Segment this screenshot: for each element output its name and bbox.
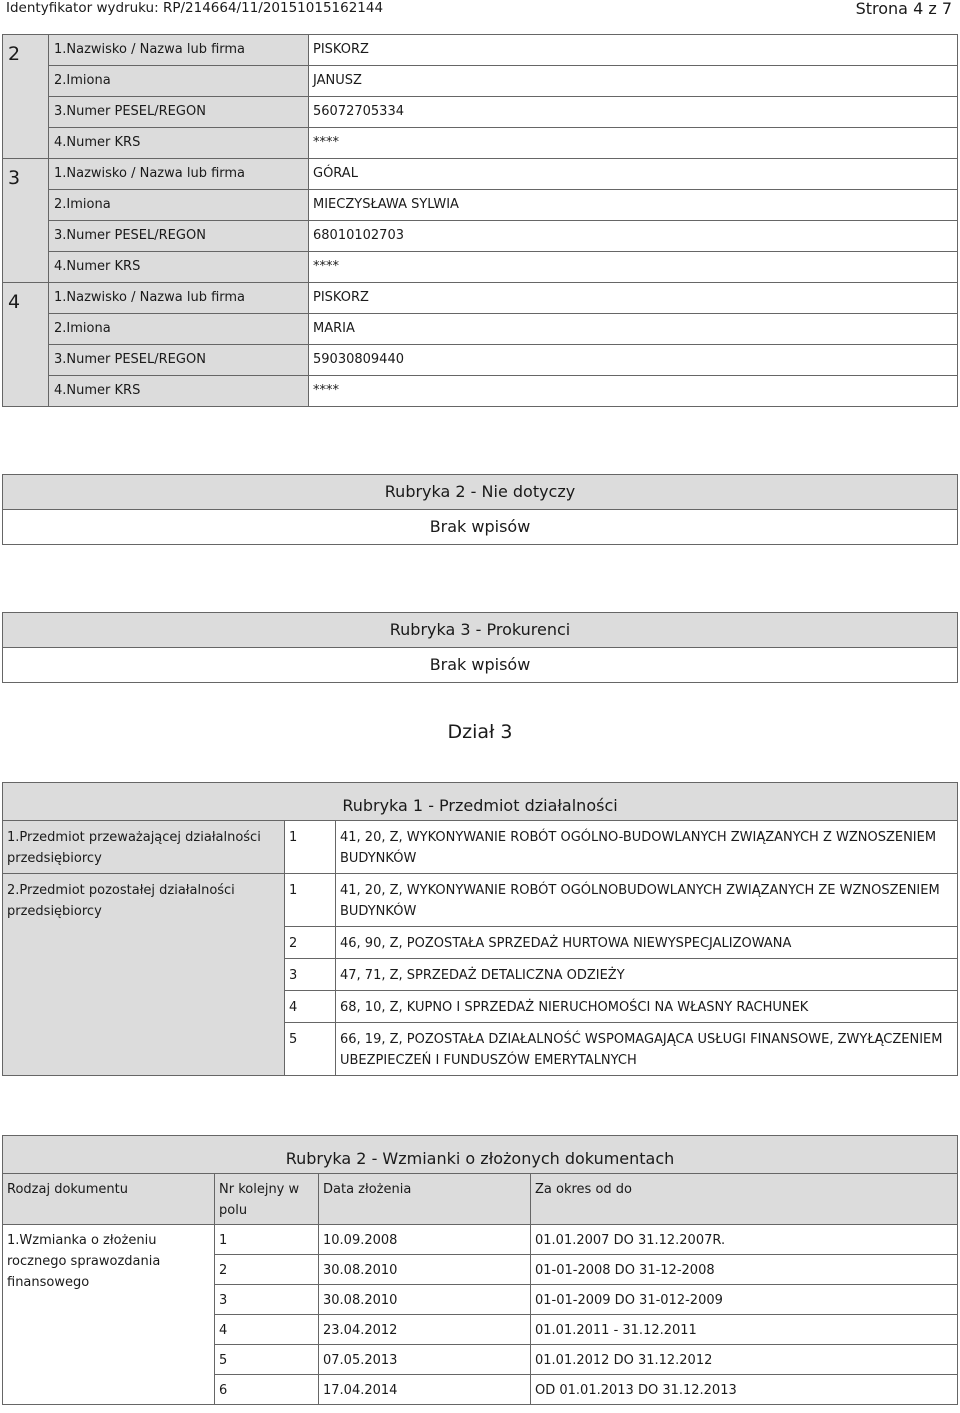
- table-row: [3, 283, 958, 314]
- rubryka-title: Rubryka 1 - Przedmiot działalności: [3, 783, 958, 821]
- rubryka-3-prokurenci: [2, 612, 958, 683]
- field-label: 4.Numer KRS: [49, 128, 309, 159]
- item-text: 47, 71, Z, SPRZEDAŻ DETALICZNA ODZIEŻY: [336, 959, 958, 991]
- table-row: [3, 35, 958, 66]
- rubryka-title: Rubryka 2 - Nie dotyczy: [3, 475, 958, 510]
- table-row: [3, 128, 958, 159]
- period: 01.01.2007 DO 31.12.2007R.: [531, 1225, 958, 1255]
- field-label: 3.Numer PESEL/REGON: [49, 97, 309, 128]
- rubryka-body: Brak wpisów: [3, 510, 958, 545]
- item-number: 3: [215, 1285, 319, 1315]
- table-row: [3, 159, 958, 190]
- item-number: 5: [285, 1023, 336, 1076]
- submission-date: 07.05.2013: [319, 1345, 531, 1375]
- wzmianki-table: [2, 1135, 958, 1405]
- item-number: 5: [215, 1345, 319, 1375]
- group-label: 2.Przedmiot pozostałej działalności przedsiębiorcy: [3, 874, 285, 1076]
- item-number: 1: [285, 874, 336, 927]
- field-label: 2.Imiona: [49, 190, 309, 221]
- rubryka-body: Brak wpisów: [3, 648, 958, 683]
- column-header: Za okres od do: [531, 1174, 958, 1225]
- section-title: Dział 3: [447, 721, 513, 743]
- field-label: 1.Nazwisko / Nazwa lub firma: [49, 35, 309, 66]
- table-row: [3, 252, 958, 283]
- table-row: [3, 66, 958, 97]
- page-number: Strona 4 z 7: [855, 0, 952, 18]
- table-row: [3, 345, 958, 376]
- field-label: 3.Numer PESEL/REGON: [49, 221, 309, 252]
- submission-date: 17.04.2014: [319, 1375, 531, 1405]
- table-row: [3, 821, 958, 874]
- table-row: [3, 376, 958, 407]
- column-header: Rodzaj dokumentu: [3, 1174, 215, 1225]
- field-label: 2.Imiona: [49, 314, 309, 345]
- submission-date: 23.04.2012: [319, 1315, 531, 1345]
- field-label: 4.Numer KRS: [49, 252, 309, 283]
- field-value: 56072705334: [309, 97, 958, 128]
- table-row: [3, 221, 958, 252]
- group-label: 1.Wzmianka o złożeniu rocznego sprawozdania finansowego: [3, 1225, 215, 1405]
- item-number: 1: [215, 1225, 319, 1255]
- column-header: Data złożenia: [319, 1174, 531, 1225]
- field-value: ****: [309, 252, 958, 283]
- item-text: 68, 10, Z, KUPNO I SPRZEDAŻ NIERUCHOMOŚCI NA WŁASNY RACHUNEK: [336, 991, 958, 1023]
- field-label: 2.Imiona: [49, 66, 309, 97]
- table-row: [3, 874, 958, 927]
- field-value: GÓRAL: [309, 159, 958, 190]
- print-header: [0, 0, 960, 22]
- item-text: 66, 19, Z, POZOSTAŁA DZIAŁALNOŚĆ WSPOMAGAJĄCA USŁUGI FINANSOWE, ZWYŁĄCZENIEM UBEZPIECZEŃ I FUNDUSZÓW EMERYTALNYCH: [336, 1023, 958, 1076]
- persons-table: [2, 34, 958, 407]
- print-identifier: Identyfikator wydruku: RP/214664/11/20151015162144: [6, 0, 384, 16]
- period: OD 01.01.2013 DO 31.12.2013: [531, 1375, 958, 1405]
- field-label: 1.Nazwisko / Nazwa lub firma: [49, 159, 309, 190]
- submission-date: 30.08.2010: [319, 1255, 531, 1285]
- item-number: 4: [285, 991, 336, 1023]
- item-number: 2: [215, 1255, 319, 1285]
- table-row: [3, 190, 958, 221]
- item-number: 6: [215, 1375, 319, 1405]
- field-value: PISKORZ: [309, 35, 958, 66]
- table-row: [3, 97, 958, 128]
- table-row: [3, 1225, 958, 1255]
- item-number: 4: [215, 1315, 319, 1345]
- item-text: 46, 90, Z, POZOSTAŁA SPRZEDAŻ HURTOWA NIEWYSPECJALIZOWANA: [336, 927, 958, 959]
- field-label: 4.Numer KRS: [49, 376, 309, 407]
- item-number: 3: [285, 959, 336, 991]
- field-label: 1.Nazwisko / Nazwa lub firma: [49, 283, 309, 314]
- przedmiot-dzialalnosci-table: [2, 782, 958, 1076]
- item-number: 2: [285, 927, 336, 959]
- field-value: PISKORZ: [309, 283, 958, 314]
- rubryka-2-nie-dotyczy: [2, 474, 958, 545]
- column-header: Nr kolejny w polu: [215, 1174, 319, 1225]
- item-text: 41, 20, Z, WYKONYWANIE ROBÓT OGÓLNOBUDOWLANYCH ZWIĄZANYCH ZE WZNOSZENIEM BUDYNKÓW: [336, 874, 958, 927]
- field-value: ****: [309, 128, 958, 159]
- field-value: MARIA: [309, 314, 958, 345]
- entry-number: 2: [3, 35, 49, 159]
- rubryka-title: Rubryka 3 - Prokurenci: [3, 613, 958, 648]
- period: 01.01.2011 - 31.12.2011: [531, 1315, 958, 1345]
- period: 01-01-2009 DO 31-012-2009: [531, 1285, 958, 1315]
- item-number: 1: [285, 821, 336, 874]
- field-value: 59030809440: [309, 345, 958, 376]
- field-value: MIECZYSŁAWA SYLWIA: [309, 190, 958, 221]
- submission-date: 30.08.2010: [319, 1285, 531, 1315]
- period: 01.01.2012 DO 31.12.2012: [531, 1345, 958, 1375]
- field-label: 3.Numer PESEL/REGON: [49, 345, 309, 376]
- entry-number: 4: [3, 283, 49, 407]
- field-value: 68010102703: [309, 221, 958, 252]
- table-row: [3, 314, 958, 345]
- group-label: 1.Przedmiot przeważającej działalności przedsiębiorcy: [3, 821, 285, 874]
- entry-number: 3: [3, 159, 49, 283]
- rubryka-title: Rubryka 2 - Wzmianki o złożonych dokumentach: [3, 1136, 958, 1174]
- item-text: 41, 20, Z, WYKONYWANIE ROBÓT OGÓLNO-BUDOWLANYCH ZWIĄZANYCH Z WZNOSZENIEM BUDYNKÓW: [336, 821, 958, 874]
- field-value: JANUSZ: [309, 66, 958, 97]
- period: 01-01-2008 DO 31-12-2008: [531, 1255, 958, 1285]
- field-value: ****: [309, 376, 958, 407]
- submission-date: 10.09.2008: [319, 1225, 531, 1255]
